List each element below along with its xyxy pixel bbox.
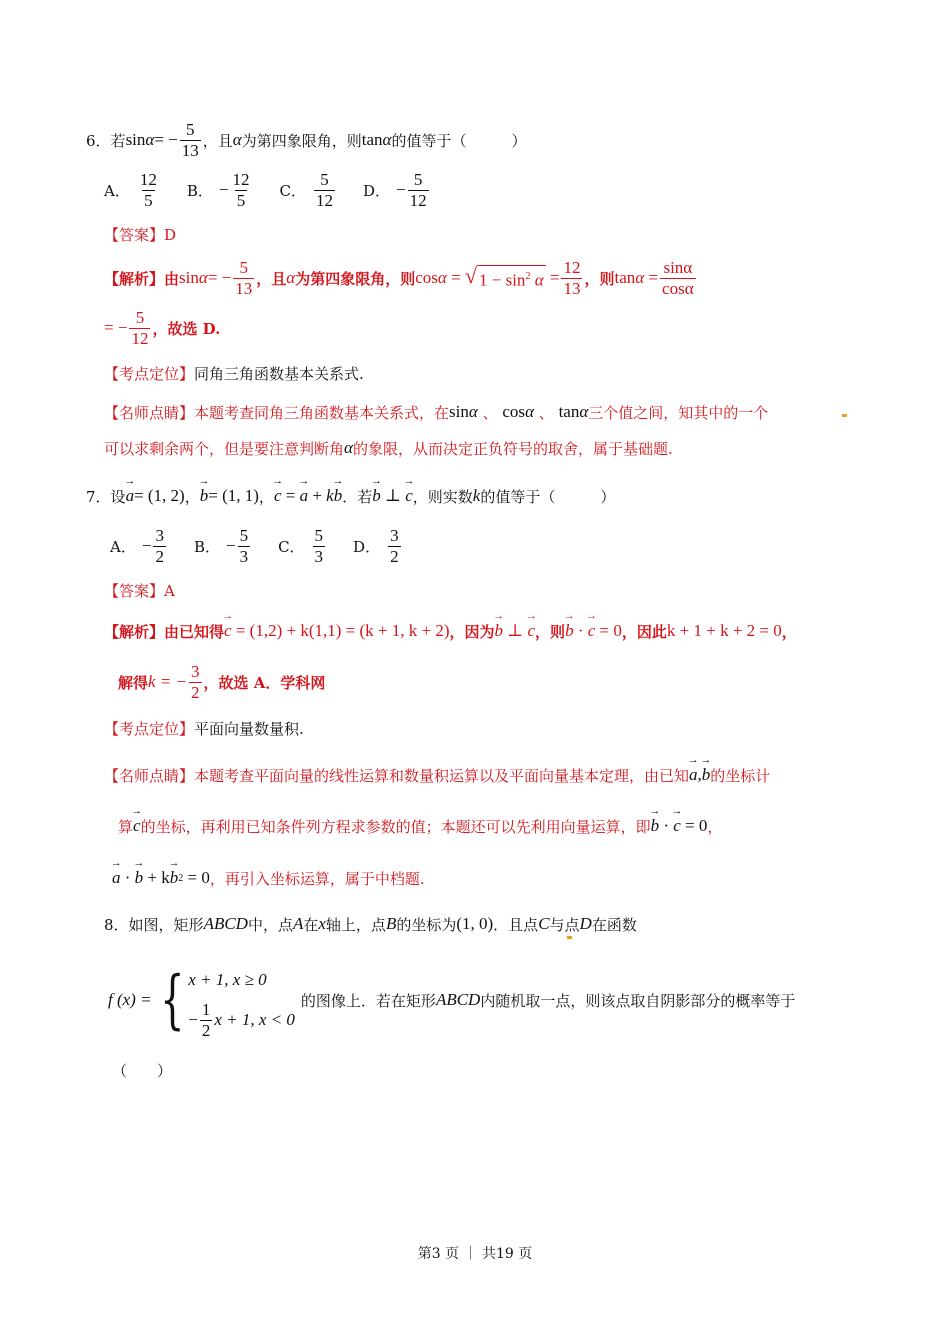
q6-option-a[interactable]: A． $\frac{12}{5}$ <box>104 169 157 210</box>
q7-option-c[interactable]: C． $\frac{5}{3}$ <box>278 525 324 566</box>
page-footer: 第3 页 ｜ 共19 页 <box>417 1246 533 1262</box>
marker-dot <box>567 936 572 939</box>
q6-answer: 【答案】D <box>104 226 177 244</box>
q6-tips-line1: 【名师点睛】 本题考查同角三角函数基本关系式，在 sin α 、 cos α 、 tan α 三个值之间，知其中的一个 <box>104 402 769 422</box>
q7-option-b[interactable]: B． − $\frac{5}{3}$ <box>193 525 249 566</box>
q7-stem: 7． 设 → a = (1, 2) ， → b = (1, 1) ， → c = → a + k → b ．若 → b ⊥ → c ，则实数 k 的值等于（ ） <box>86 468 615 524</box>
q7-answer: 【答案】A <box>104 582 175 600</box>
q7-tips-line1: 【名师点睛】 本题考查平面向量的线性运算和数量积运算以及平面向量基本定理，由已知 → a , → b 的坐标计 <box>104 747 770 803</box>
q6-tips-line2: 可以求剩余两个，但是要注意判断角 α 的象限，从而决定正负符号的取舍，属于基础题. <box>104 438 673 458</box>
q7-option-d[interactable]: D． $\frac{3}{2}$ <box>353 525 399 566</box>
square-root: √ $1 - \sin^2 \alpha$ <box>464 262 544 290</box>
q6-option-b[interactable]: B． − $\frac{12}{5}$ <box>186 169 250 210</box>
q6-stem: 6． 若 sin α = − $\frac{5}{13}$ ，且 α 为第四象限角，则 tan α 的值等于（ ） <box>86 119 527 160</box>
q6-analysis-line2: = − $\frac{5}{12}$ ，故选 D. <box>104 307 221 348</box>
q7-point: 【考点定位】平面向量数量积. <box>104 720 304 738</box>
fraction: $\frac{5}{13}$ <box>181 119 199 160</box>
q7-option-a[interactable]: A． − $\frac{3}{2}$ <box>110 525 164 566</box>
q7-analysis-line1: 【解析】 由已知得 → c = (1,2) + k(1,1) = (k + 1, k + 2) ，因为 → b ⊥ → c ，则 → b · → c = 0 ，因此 k + 1 + k + 2 = 0 ， <box>104 603 797 659</box>
q6-options <box>104 162 457 218</box>
q6-option-c[interactable]: C． $\frac{5}{12}$ <box>279 169 333 210</box>
q7-tips-line2: 算 → c 的坐标，再利用已知条件列方程求参数的值；本题还可以先利用向量运算，即 → b · → c = 0 ， <box>118 798 722 854</box>
q7-tips-line3: → a · → b + k → b 2 = 0 ，再引入坐标运算，属于中档题. <box>112 850 425 906</box>
q6-option-d[interactable]: D． − $\frac{5}{12}$ <box>362 169 427 210</box>
piecewise-function: { x + 1, x ≥ 0 − $\frac{1}{2}$ x + 1, x < 0 <box>159 963 295 1040</box>
q8-stem-line1: 8． 如图，矩形 ABCD 中，点 A 在 x 轴上，点 B 的坐标为 (1, 0) ．且点 C 与点 D 在函数 <box>104 914 637 934</box>
q6-analysis-line1: 【解析】 由 sin α = − $\frac{5}{13}$ ，且 α 为第四象限角，则 cos α = √ $1 - \sin^2 \alpha$ = $\frac{12}{13}$ ，则 tan α = $\frac{\sin\alpha}{\cos\alpha}$ <box>104 257 694 298</box>
marker-dot <box>842 414 847 417</box>
q7-options <box>110 518 429 574</box>
q8-paren: （ ） <box>112 1062 173 1080</box>
q8-piecewise-line: f (x) = { x + 1, x ≥ 0 − $\frac{1}{2}$ x + 1, x < 0 的图像上．若在矩形 ABCD 内随机取一点，则该点取自阴影部分的概率等于 <box>108 954 795 1046</box>
q6-point: 【考点定位】同角三角函数基本关系式. <box>104 365 364 383</box>
q7-analysis-line2: 解得 k = − $\frac{3}{2}$ ，故选 A．学科网 <box>118 661 326 702</box>
